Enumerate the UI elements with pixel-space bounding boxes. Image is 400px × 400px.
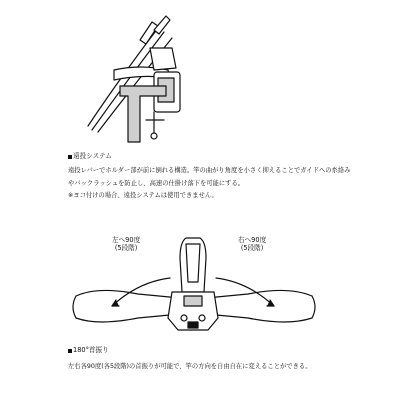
cast-system-heading-text: 遠投システム: [73, 152, 112, 160]
swivel-line-1: 左右各90度(各5段階)の首振りが可能で、竿の方向を自由自在に変えることができる。: [68, 363, 312, 370]
right-90-text: 右へ90度: [238, 236, 267, 244]
swivel-heading-text: 180°首振り: [73, 346, 109, 354]
rod-holder-illustration: [80, 8, 220, 148]
right-steps-text: (5段階): [240, 244, 264, 252]
square-bullet-icon: [68, 155, 72, 159]
left-steps-text: (5段階): [114, 244, 138, 252]
cast-system-line-1: 遠投レバーでホルダー部が前に倒れる構造。竿の曲がり角度を小さく抑えることでガイドへの糸絡み: [68, 167, 351, 174]
left-90-label: [112, 236, 140, 252]
cast-system-heading: [68, 152, 388, 161]
swivel-section: [68, 346, 388, 373]
swivel-illustration: [68, 222, 318, 340]
square-bullet-icon: [68, 349, 72, 353]
right-90-label: [238, 236, 266, 252]
swivel-heading: [68, 346, 388, 355]
left-90-text: 左へ90度: [112, 236, 141, 244]
cast-system-section: [68, 152, 388, 202]
cast-system-line-2: やバックラッシュを防止し、高速の仕掛け落下を可能にする。: [68, 180, 245, 187]
cast-system-note: ※ヨコ付けの場合、遠投システムは使用できません。: [68, 192, 218, 199]
